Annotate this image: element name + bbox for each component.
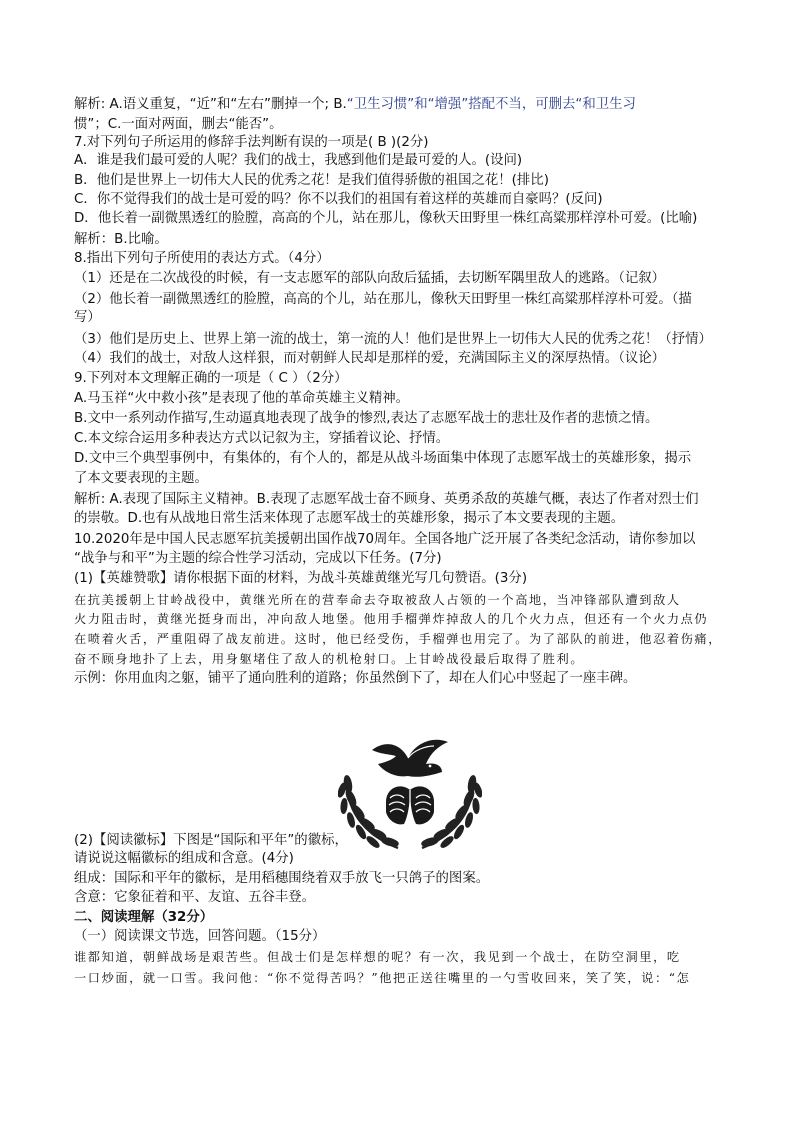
text-line — [74, 331, 712, 349]
text-line — [74, 670, 636, 688]
line-text: C.本文综合运用多种表达方式以记叙为主，穿插着议论、抒情。 — [74, 431, 450, 446]
line-text: （2）他长着一副微黑透红的脸膛，高高的个儿，站在那儿，像秋天田野里一株红高粱那样淳朴可爱。（描 — [74, 292, 692, 307]
text-line — [74, 250, 330, 268]
text-line — [74, 430, 449, 448]
line-text: 组成：国际和平年的徽标，是用稻穗围绕着双手放飞一只鸽子的图案。 — [74, 871, 490, 886]
line-text: B.文中一系列动作描写,生动逼真地表现了战争的惨烈,表达了志愿军战士的悲壮及作者的悲愤之情。 — [74, 411, 659, 426]
text-line — [74, 172, 549, 190]
text-line — [74, 832, 348, 850]
line-text: 的崇敬。D.也有从战地日常生活来体现了志愿军战士的英雄形象，揭示了本文要表现的主题。 — [74, 511, 625, 526]
text-line — [74, 969, 690, 987]
line-text: 8.指出下列句子所使用的表达方式。（4分） — [74, 251, 330, 266]
line-text: B．他们是世界上一切伟大人民的优秀之花！是我们值得骄傲的祖国之花！(排比) — [74, 173, 549, 188]
text-line — [74, 948, 681, 966]
line-text: 含意：它象征着和平、友谊、五谷丰登。 — [74, 890, 316, 905]
text-line — [74, 630, 722, 648]
line-text: 惯”；C.一面对两面，删去“能否”。 — [74, 117, 283, 132]
line-text: D．他长着一副微黑透红的脸膛，高高的个儿，站在那儿，像秋天田野里一株红高粱那样淳朴可爱。(比喻) — [74, 211, 698, 226]
text-line — [74, 570, 527, 588]
line-text: 在喷着火舌，严重阻碍了战友前进。这时，他已经受伤，手榴弹也用完了。为了部队的前进，他忍着伤痛， — [74, 632, 723, 646]
line-text: 谁都知道，朝鲜战场是艰苦些。但战士们是怎样想的呢？有一次，我见到一个战士，在防空洞里，吃 — [74, 950, 681, 964]
text-line — [74, 116, 283, 134]
line-text: 请说说这幅徽标的组成和含意。(4分) — [74, 851, 294, 866]
line-text: A．谁是我们最可爱的人呢？我们的战士，我感到他们是最可爱的人。(设问) — [74, 153, 523, 168]
line-text: (2)【阅读徽标】下图是“国际和平年”的徽标， — [74, 833, 348, 848]
text-line — [74, 152, 522, 170]
text-line — [74, 591, 681, 609]
line-text: 示例：你用血肉之躯，铺平了通向胜利的道路；你虽然倒下了，却在人们心中竖起了一座丰碑。 — [74, 671, 637, 686]
line-text: 奋不顾身地扑了上去，用身躯堵住了敌人的机枪射口。上甘岭战役最后取得了胜利。 — [74, 652, 585, 666]
text-line — [74, 191, 603, 209]
text-line — [74, 96, 636, 114]
text-line — [74, 531, 695, 549]
text-line — [74, 370, 348, 388]
text-line — [74, 850, 294, 868]
text-line — [74, 928, 325, 946]
text-line — [74, 450, 691, 468]
text-line — [74, 889, 315, 907]
line-text: 10.2020年是中国人民志愿军抗美援朝出国作战70周年。全国各地广泛开展了各类纪念活动，请你参加以 — [74, 532, 696, 547]
text-line — [74, 291, 692, 309]
peace-dove-emblem-icon — [338, 732, 482, 856]
text-line — [74, 909, 213, 927]
text-line — [74, 510, 624, 528]
text-line — [74, 410, 658, 428]
line-text: C．你不觉得我们的战士是可爱的吗？你不以我们的祖国有着这样的英雄而自豪吗？(反问) — [74, 192, 603, 207]
line-text: 写） — [74, 310, 101, 325]
line-text: （一）阅读课文节选，回答问题。（15分） — [74, 929, 326, 944]
text-line — [74, 390, 409, 408]
line-text: 一口炒面，就一口雪。我问他：“你不觉得苦吗？”他把正送往嘴里的一勺雪收回来，笑了笑，说：“怎 — [74, 971, 691, 985]
line-text: （1）还是在二次战役的时候，有一支志愿军的部队向敌后猛插，去切断军隅里敌人的逃路。（记叙） — [74, 271, 666, 286]
text-line — [74, 270, 665, 288]
highlighted-answer-text: “卫生习惯”和“增强”搭配不当，可删去“和卫生习 — [346, 97, 636, 112]
text-line — [74, 650, 584, 668]
line-text: A.马玉祥“火中救小孩”是表现了他的革命英雄主义精神。 — [74, 391, 410, 406]
text-line — [74, 309, 101, 327]
line-text: 解析: A.语义重复，“近”和“左右”删掉一个; B. — [74, 97, 347, 112]
text-line — [74, 470, 208, 488]
line-text: D.文中三个典型事例中，有集体的，有个人的，都是从战斗场面集中体现了志愿军战士的英雄形象，揭示 — [74, 451, 692, 466]
text-line — [74, 491, 699, 509]
text-line — [74, 231, 168, 249]
line-text: 解析: A.表现了国际主义精神。B.表现了志愿军战士奋不顾身、英勇杀敌的英雄气概，表达了作者对烈士们 — [74, 492, 699, 507]
line-text: 二、阅读理解（32分） — [74, 910, 214, 925]
line-text: (1)【英雄赞歌】请你根据下面的材料，为战斗英雄黄继光写几句赞语。(3分) — [74, 571, 528, 586]
text-line — [74, 550, 442, 568]
line-text: 火力阻击时，黄继光挺身而出，冲向敌人地堡。他用手榴弹炸掉敌人的几个火力点，但还有一个火力点仍 — [74, 612, 709, 626]
text-line — [74, 210, 697, 228]
text-line — [74, 350, 665, 368]
line-text: （4）我们的战士，对敌人这样狠，而对朝鲜人民却是那样的爱，充满国际主义的深厚热情。（议论） — [74, 351, 666, 366]
line-text: 9.下列对本文理解正确的一项是（ C ）（2分） — [74, 371, 348, 386]
line-text: 7.对下列句子所运用的修辞手法判断有误的一项是( B )(2分) — [74, 135, 429, 150]
text-line — [74, 870, 489, 888]
line-text: 在抗美援朝上甘岭战役中，黄继光所在的营奉命去夺取被敌人占领的一个高地，当冲锋部队遭到敌人 — [74, 593, 681, 607]
text-line — [74, 610, 708, 628]
line-text: 解析：B.比喻。 — [74, 232, 168, 247]
line-text: （3）他们是历史上、世界上第一流的战士，第一流的人！他们是世界上一切伟大人民的优秀之花！（抒情） — [74, 332, 712, 347]
line-text: 了本文要表现的主题。 — [74, 471, 208, 486]
text-line — [74, 134, 428, 152]
line-text: “战争与和平”为主题的综合性学习活动，完成以下任务。(7分) — [74, 551, 442, 566]
